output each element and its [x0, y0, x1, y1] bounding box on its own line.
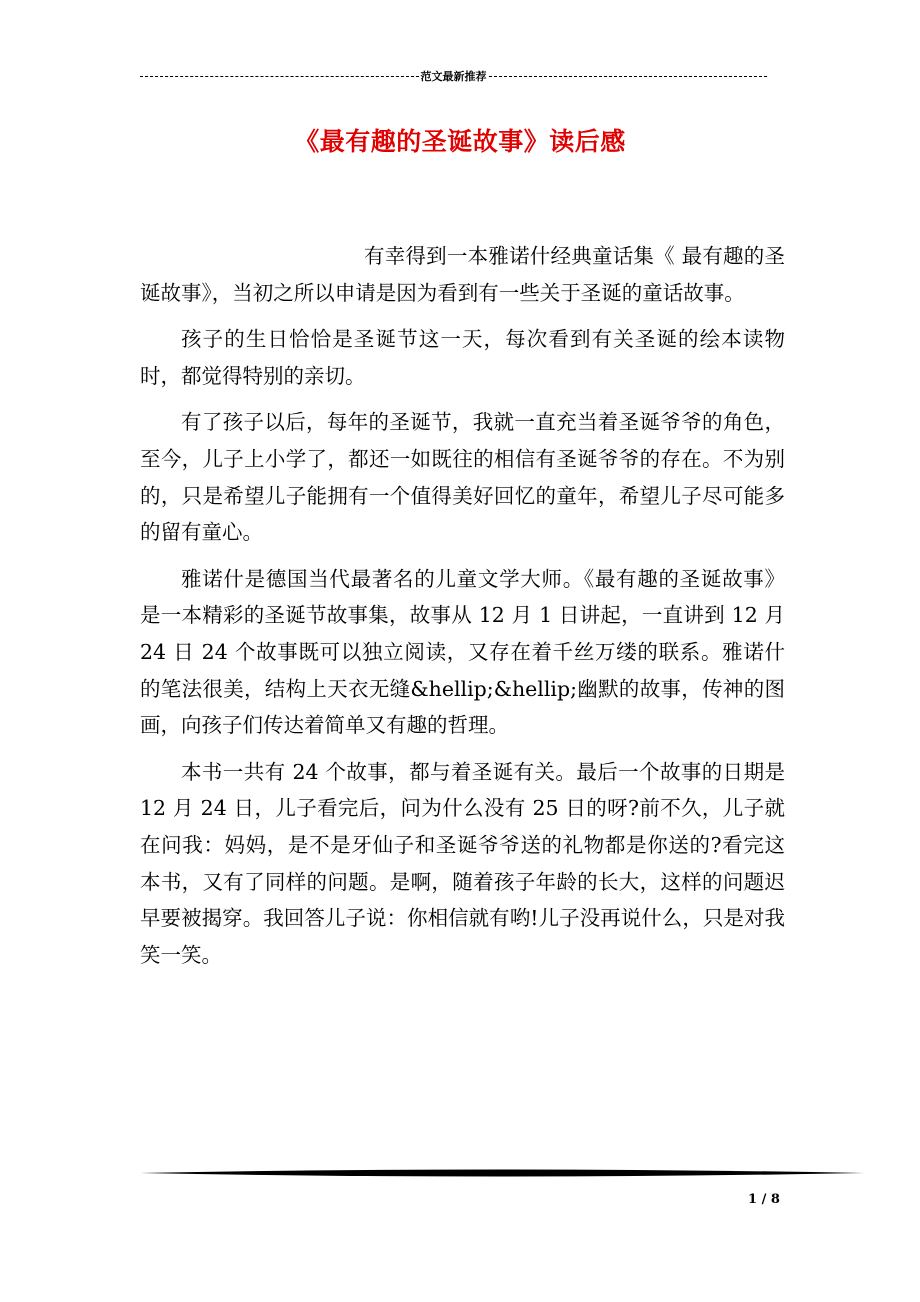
paragraph: 有了孩子以后，每年的圣诞节，我就一直充当着圣诞爷爷的角色，至今，儿子上小学了，都还一如既往的相信有圣诞爷爷的存在。不为别的，只是希望儿子能拥有一个值得美好回忆的童年，希望儿子尽可能多的留有童心。: [140, 410, 785, 545]
page-header: [140, 68, 767, 84]
page-number: 1 / 8: [748, 1192, 780, 1207]
document-body: [140, 238, 785, 983]
document-title: 《最有趣的圣诞故事》读后感: [294, 127, 626, 156]
paragraph: 孩子的生日恰恰是圣诞节这一天，每次看到有关圣诞的绘本读物时，都觉得特别的亲切。: [140, 327, 785, 388]
header-dash-left: [140, 76, 419, 77]
paragraph: 雅诺什是德国当代最著名的儿童文学大师。《最有趣的圣诞故事》是一本精彩的圣诞节故事集，故事从 12 月 1 日讲起，一直讲到 12 月 24 日 24 个故事既可以独立阅读，又存在着千丝万缕的联系。雅诺什的笔法很美，结构上天衣无缝&hellip;&hellip;幽默的故事，传神的图画，向孩子们传达着简单又有趣的哲理。: [140, 566, 785, 738]
paragraph: 有幸得到一本雅诺什经典童话集《 最有趣的圣诞故事》，当初之所以申请是因为看到有一些关于圣诞的童话故事。: [140, 244, 785, 305]
paragraph: 本书一共有 24 个故事，都与着圣诞有关。最后一个故事的日期是 12 月 24 日，儿子看完后，问为什么没有 25 日的呀?前不久，儿子就在问我：妈妈，是不是牙仙子和圣诞爷爷送的礼物都是你送的?看完这本书，又有了同样的问题。是啊，随着孩子年龄的长大，这样的问题迟早要被揭穿。我回答儿子说：你相信就有哟!儿子没再说什么，只是对我笑一笑。: [140, 759, 785, 967]
header-dash-right: [489, 76, 768, 77]
header-label: 范文最新推荐: [420, 70, 487, 83]
footer-rule: [140, 1167, 864, 1179]
